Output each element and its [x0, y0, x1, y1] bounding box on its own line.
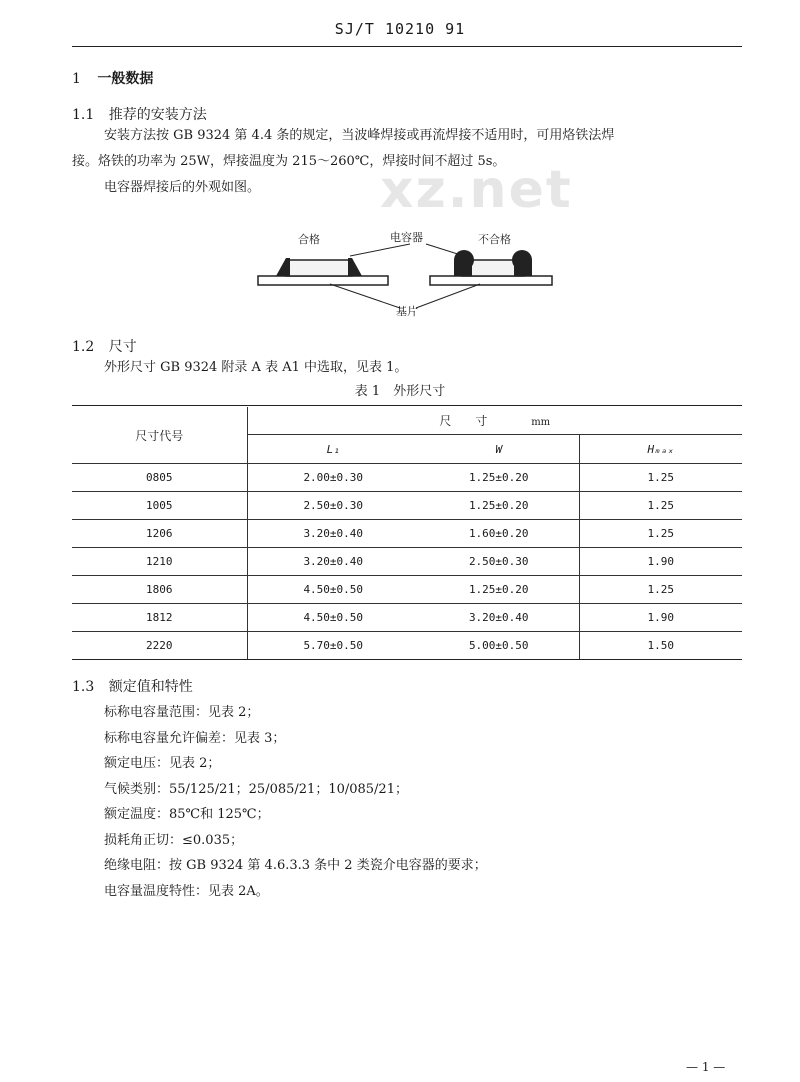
- table-row: [72, 464, 742, 492]
- col-header-dim: [247, 407, 742, 435]
- cell-h: 1.25: [579, 492, 742, 520]
- list-item: 额定温度：85℃和 125℃；: [104, 807, 270, 822]
- cell-l: 2.50±0.30: [247, 492, 419, 520]
- table-row: [72, 576, 742, 604]
- cell-h: 1.25: [579, 576, 742, 604]
- section-title: 推荐的安装方法: [108, 107, 207, 123]
- cell-l: 2.00±0.30: [247, 464, 419, 492]
- col-header-code: 尺寸代号: [72, 407, 247, 464]
- table-row: [72, 492, 742, 520]
- section-title: 尺寸: [108, 339, 137, 355]
- cell-w: 2.50±0.30: [419, 548, 579, 576]
- cell-h: 1.50: [579, 632, 742, 660]
- section-title: 额定值和特性: [108, 679, 193, 695]
- cell-w: 5.00±0.50: [419, 632, 579, 660]
- cell-code: 1206: [72, 520, 247, 548]
- col-header-l: L₁: [247, 435, 419, 464]
- table-row: [72, 520, 742, 548]
- list-item: 损耗角正切：≤0.035；: [104, 832, 244, 848]
- cell-w: 3.20±0.40: [419, 604, 579, 632]
- cell-h: 1.25: [579, 520, 742, 548]
- cell-w: 1.25±0.20: [419, 464, 579, 492]
- cell-code: 2220: [72, 632, 247, 660]
- table-caption: 表 1 外形尺寸: [354, 384, 446, 399]
- section-1-3-heading: [72, 676, 193, 696]
- section-1-1-heading: [72, 104, 207, 124]
- paragraph-line: 接。烙铁的功率为 25W，焊接温度为 215～260℃，焊接时间不超过 5s。: [72, 154, 506, 169]
- list-item: 电容量温度特性：见表 2A。: [104, 883, 269, 899]
- cell-code: 1005: [72, 492, 247, 520]
- unit-label: mm: [531, 417, 551, 429]
- table-row: [72, 548, 742, 576]
- section-title: 一般数据: [97, 71, 154, 87]
- list-item: 标称电容量范围：见表 2；: [104, 705, 260, 720]
- section-1-2-heading: [72, 336, 137, 356]
- cell-l: 4.50±0.50: [247, 576, 419, 604]
- table-row: [72, 604, 742, 632]
- list-item: 标称电容量允许偏差：见表 3；: [104, 730, 286, 746]
- col-header-h: Hₘₐₓ: [579, 435, 742, 464]
- section-number: 1.1: [72, 107, 95, 123]
- solder-figure: [250, 226, 560, 326]
- cell-l: 3.20±0.40: [247, 520, 419, 548]
- table-row: [72, 632, 742, 660]
- cell-w: 1.60±0.20: [419, 520, 579, 548]
- cell-h: 1.90: [579, 604, 742, 632]
- cell-w: 1.25±0.20: [419, 492, 579, 520]
- watermark: xz.net: [380, 160, 573, 220]
- section-number: 1.3: [72, 679, 95, 695]
- paragraph-line: 外形尺寸 GB 9324 附录 A 表 A1 中选取，见表 1。: [104, 360, 408, 375]
- table-body: [72, 464, 742, 660]
- label-pad: 基片: [396, 305, 418, 318]
- cell-code: 0805: [72, 464, 247, 492]
- table-top-rule: [72, 405, 742, 406]
- page-number: — 1 —: [686, 1060, 726, 1074]
- label-capacitor: 电容器: [390, 231, 423, 244]
- cell-l: 5.70±0.50: [247, 632, 419, 660]
- list-item: 额定电压：见表 2；: [104, 756, 221, 771]
- cell-code: 1812: [72, 604, 247, 632]
- list-item: 绝缘电阻：按 GB 9324 第 4.6.3.3 条中 2 类瓷介电容器的要求；: [104, 858, 487, 873]
- list-item: 气候类别：55/125/21；25/085/21；10/085/21；: [104, 781, 408, 797]
- header-rule: [72, 46, 742, 47]
- label-not-ok: 不合格: [478, 233, 511, 246]
- dimensions-table: [72, 407, 742, 660]
- label-ok: 合格: [298, 233, 320, 246]
- cell-h: 1.25: [579, 464, 742, 492]
- cell-h: 1.90: [579, 548, 742, 576]
- col-header-w: W: [419, 435, 579, 464]
- cell-l: 3.20±0.40: [247, 548, 419, 576]
- characteristics-list: [104, 700, 487, 904]
- cell-code: 1806: [72, 576, 247, 604]
- cell-w: 1.25±0.20: [419, 576, 579, 604]
- page-header: SJ/T 10210 91: [334, 20, 466, 38]
- dim-label: 尺 寸: [439, 414, 488, 429]
- cell-code: 1210: [72, 548, 247, 576]
- section-number: 1: [72, 71, 81, 87]
- section-1-heading: [72, 68, 153, 88]
- cell-l: 4.50±0.50: [247, 604, 419, 632]
- paragraph-line: 安装方法按 GB 9324 第 4.4 条的规定，当波峰焊接或再流焊接不适用时，可用烙铁法焊: [104, 128, 615, 143]
- section-number: 1.2: [72, 339, 95, 355]
- paragraph-line: 电容器焊接后的外观如图。: [104, 180, 261, 195]
